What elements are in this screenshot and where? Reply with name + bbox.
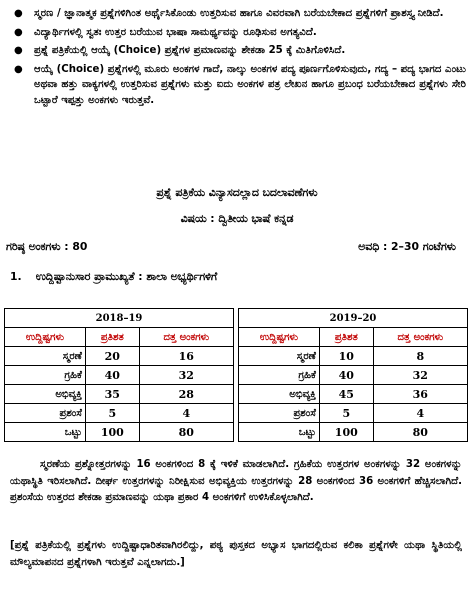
table-header-row bbox=[5, 328, 468, 347]
bullet-text: ವಿದ್ಯಾರ್ಥಿಗಳಲ್ಲಿ ಸ್ವತಃ ಉತ್ತರ ಬರೆಯುವ ಭಾಷಾ ಸಾಮರ್ಥ್ಯವನ್ನು ರೂಢಿಸುವ ಅಗತ್ಯವಿದೆ. bbox=[34, 26, 317, 38]
percent-cell: 40 bbox=[85, 366, 139, 385]
bullet-list bbox=[14, 6, 466, 111]
objective-cell: ಸ್ಮರಣೆ bbox=[238, 347, 319, 366]
bullet-dot-icon: ● bbox=[14, 63, 23, 75]
col-header-marks: ದತ್ತ ಅಂಕಗಳು bbox=[139, 328, 233, 347]
objective-cell: ಅಭಿವ್ಯಕ್ತಿ bbox=[5, 385, 86, 404]
objectives-marks-table bbox=[4, 308, 468, 442]
percent-cell: 45 bbox=[319, 385, 373, 404]
bullet-text: ಪ್ರಶ್ನೆ ಪತ್ರಿಕೆಯಲ್ಲಿ ಆಯ್ಕೆ (Choice) ಪ್ರಶ್ನೆಗಳ ಪ್ರಮಾಣವನ್ನು ಶೇಕಡಾ 25 ಕ್ಕೆ ಮಿತಿಗೊಳಿಸಿದೆ. bbox=[34, 45, 346, 56]
table-row bbox=[5, 347, 468, 366]
marks-cell: 80 bbox=[373, 423, 467, 442]
bullet-dot-icon: ● bbox=[14, 8, 23, 19]
marks-cell: 32 bbox=[373, 366, 467, 385]
objective-cell: ಪ್ರಶಂಸೆ bbox=[238, 404, 319, 423]
subject-heading: ವಿಷಯ : ದ್ವಿತೀಯ ಭಾಷೆ ಕನ್ನಡ bbox=[180, 212, 294, 225]
bullet-dot-icon: ● bbox=[14, 45, 23, 56]
objective-cell: ಒಟ್ಟು bbox=[238, 423, 319, 442]
objective-cell: ಗ್ರಹಿಕೆ bbox=[5, 366, 86, 385]
bullet-text: ಸ್ಮರಣ / ಜ್ಞಾನಾತ್ಮಕ ಪ್ರಶ್ನೆಗಳಿಗಿಂತ ಅರ್ಥೈಸಿಕೊಂಡು ಉತ್ತರಿಸುವ ಹಾಗೂ ವಿವರವಾಗಿ ಬರೆಯಬೇಕಾದ ಪ್ರಶ್ನೆಗಳಿಗೆ ಪ್ರಾಶಸ್ತ್ಯ ನೀಡಿದೆ. bbox=[34, 8, 444, 19]
bullet-item bbox=[14, 62, 466, 109]
section-heading bbox=[10, 270, 217, 284]
percent-cell: 5 bbox=[85, 404, 139, 423]
marks-cell: 32 bbox=[139, 366, 233, 385]
bullet-item bbox=[14, 43, 466, 59]
percent-cell: 35 bbox=[85, 385, 139, 404]
duration: ಅವಧಿ : 2–30 ಗಂಟೆಗಳು bbox=[358, 240, 456, 253]
objective-cell: ಪ್ರಶಂಸೆ bbox=[5, 404, 86, 423]
bullet-item bbox=[14, 6, 466, 22]
section-number: 1. bbox=[10, 270, 22, 283]
objective-cell: ಸ್ಮರಣೆ bbox=[5, 347, 86, 366]
table-year-row bbox=[5, 309, 468, 328]
marks-cell: 36 bbox=[373, 385, 467, 404]
paragraph-note: [ಪ್ರಶ್ನೆ ಪತ್ರಿಕೆಯಲ್ಲಿ ಪ್ರಶ್ನೆಗಳು ಉದ್ದಿಷ್ಟಾಧಾರಿತವಾಗಿರಲಿದ್ದು, ಪಠ್ಯ ಪುಸ್ತಕದ ಅಭ್ಯಾಸ ಭಾಗದಲ್ಲಿರುವ ಕಲಿಕಾ ಪ್ರಶ್ನೆಗಳೇ ಯಥಾ ಸ್ಥಿತಿಯಲ್ಲಿ ಮೌಲ್ಯಮಾಪನದ ಪ್ರಶ್ನೆಗಳಾಗಿ ಇರುತ್ತವೆ ಎನ್ನಲಾಗದು.] bbox=[10, 540, 462, 568]
paragraph-explanation: ಸ್ಮರಣೆಯ ಪ್ರಶ್ನೋತ್ತರಗಳನ್ನು 16 ಅಂಕಗಳಿಂದ 8 ಕ್ಕೆ ಇಳಿಕೆ ಮಾಡಲಾಗಿದೆ. ಗ್ರಹಿಕೆಯ ಉತ್ತರಗಳ ಅಂಕಗಳನ್ನು 32 ಅಂಕಗಳನ್ನು ಯಥಾಸ್ಥಿತಿ ಇರಿಸಲಾಗಿದೆ. ದೀರ್ಘ ಉತ್ತರಗಳನ್ನು ನಿರೀಕ್ಷಿಸುವ ಅಭಿವ್ಯಕ್ತಿಯ ಉತ್ತರಗಳನ್ನು 28 ಅಂಕಗಳಿಂದ 36 ಅಂಕಗಳಿಗೆ ಹೆಚ್ಚಿಸಲಾಗಿದೆ. ಪ್ರಶಂಸೆಯ ಉತ್ತರದ ಶೇಕಡಾ ಪ್ರಮಾಣವನ್ನು ಯಥಾ ಪ್ರಕಾರ 4 ಅಂಕಗಳಿಗೆ ಉಳಿಸಿಕೊಳ್ಳಲಾಗಿದೆ. bbox=[10, 459, 462, 503]
bullet-item bbox=[14, 25, 466, 41]
marks-cell: 80 bbox=[139, 423, 233, 442]
col-header-percent: ಪ್ರತಿಶತ bbox=[319, 328, 373, 347]
col-header-marks: ದತ್ತ ಅಂಕಗಳು bbox=[373, 328, 467, 347]
percent-cell: 100 bbox=[319, 423, 373, 442]
objective-cell: ಗ್ರಹಿಕೆ bbox=[238, 366, 319, 385]
marks-cell: 4 bbox=[373, 404, 467, 423]
year-header-right: 2019–20 bbox=[238, 309, 467, 328]
percent-cell: 5 bbox=[319, 404, 373, 423]
marks-cell: 8 bbox=[373, 347, 467, 366]
year-header-left: 2018–19 bbox=[5, 309, 234, 328]
col-header-objectives: ಉದ್ದಿಷ್ಟಗಳು bbox=[5, 328, 86, 347]
percent-cell: 40 bbox=[319, 366, 373, 385]
table-row bbox=[5, 385, 468, 404]
bullet-dot-icon: ● bbox=[14, 26, 23, 38]
percent-cell: 20 bbox=[85, 347, 139, 366]
table-row bbox=[5, 366, 468, 385]
col-header-percent: ಪ್ರತಿಶತ bbox=[85, 328, 139, 347]
objective-cell: ಅಭಿವ್ಯಕ್ತಿ bbox=[238, 385, 319, 404]
changes-heading: ಪ್ರಶ್ನೆ ಪತ್ರಿಕೆಯ ವಿನ್ಯಾಸದಲ್ಲಾದ ಬದಲಾವಣೆಗಳು bbox=[156, 186, 318, 199]
percent-cell: 10 bbox=[319, 347, 373, 366]
bullet-text: ಆಯ್ಕೆ (Choice) ಪ್ರಶ್ನೆಗಳಲ್ಲಿ ಮೂರು ಅಂಕಗಳ ಗಾದೆ, ನಾಲ್ಕು ಅಂಕಗಳ ಪದ್ಯ ಪೂರ್ಣಗೊಳಿಸುವುದು, ಗದ್ಯ – ಪದ್ಯ ಭಾಗದ ಎಂಟು ಅಥವಾ ಹತ್ತು ವಾಕ್ಯಗಳಲ್ಲಿ ಉತ್ತರಿಸುವ ಪ್ರಶ್ನೆಗಳು ಮತ್ತು ಐದು ಅಂಕಗಳ ಪತ್ರ ಲೇಖನ ಹಾಗೂ ಪ್ರಬಂಧ ಬರೆಯಬೇಕಾದ ಪ್ರಶ್ನೆಗಳು ಸೇರಿ ಒಟ್ಟಾರೆ ಇಪ್ಪತ್ತು ಅಂಕಗಳು ಇರುತ್ತವೆ. bbox=[34, 63, 466, 106]
marks-cell: 4 bbox=[139, 404, 233, 423]
table-row bbox=[5, 404, 468, 423]
section-title: ಉದ್ದಿಷ್ಟಾನುಸಾರ ಪ್ರಾಮುಖ್ಯತೆ : ಶಾಲಾ ಅಭ್ಯರ್ಥಿಗಳಿಗೆ bbox=[35, 270, 218, 283]
max-marks: ಗರಿಷ್ಠ ಅಂಕಗಳು : 80 bbox=[6, 240, 88, 253]
table-total-row bbox=[5, 423, 468, 442]
marks-cell: 28 bbox=[139, 385, 233, 404]
marks-cell: 16 bbox=[139, 347, 233, 366]
exam-info-line bbox=[6, 240, 456, 254]
col-header-objectives: ಉದ್ದಿಷ್ಟಗಳು bbox=[238, 328, 319, 347]
percent-cell: 100 bbox=[85, 423, 139, 442]
objective-cell: ಒಟ್ಟು bbox=[5, 423, 86, 442]
